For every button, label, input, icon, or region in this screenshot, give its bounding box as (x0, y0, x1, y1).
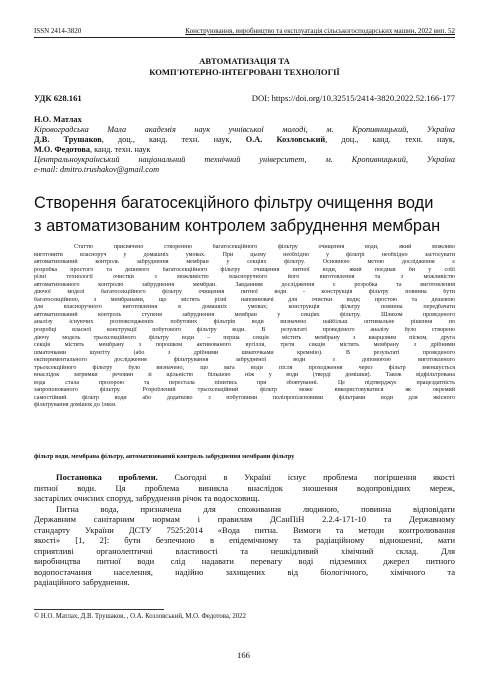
abstract-line: вода стала прозорою та перестала пінитись при збовтуванні. Це підтверджує працездатність (34, 379, 455, 386)
keywords: фільтр води, мембрана фільтру, автоматизований контроль забруднення мембрани фільтру (34, 453, 295, 460)
abstract-line: фільтрування домішок до 1мкм. (34, 402, 117, 409)
running-header (34, 26, 455, 36)
abstract-line: багатосекційною, з мембранами, що містять різні наповнювачі для очистки води; простою та дешевою (34, 296, 455, 303)
section-heading-line-1: АВТОМАТИЗАЦІЯ ТА (199, 56, 290, 66)
abstract-line: виготовити власноруч у домашніх умовах. При цьому необхідно у фільтрі необхідно застосувати (34, 251, 455, 258)
body-line: питної води. Ця проблема виникла внаслідок зношення водопровідних мереж, (34, 482, 455, 493)
abstract-line: автоматизований контроль забруднення мембран у секціях фільтру. Основною метою дослідження є (34, 259, 455, 266)
affiliation: Кіровоградська Мала академія наук учнівської молоді, м. Кропивницький, Україна (34, 125, 455, 134)
abstract-line: Статтю присвячено створенню багатосекційного фільтру очищення води, який можливо (74, 244, 455, 250)
title-line: Створення багатосекційного фільтру очищення води (34, 194, 434, 212)
author-name: Н.О. Матлах (34, 115, 82, 124)
problem-statement-heading: Постановка проблеми. (56, 472, 158, 482)
author-degree: , доц., канд. техн. наук, (325, 135, 455, 144)
body-line: водопостачання населення, надійно захищених від біологічного, хімічного та (34, 566, 455, 577)
body-line: стандарту України ДСТУ 7525:2014 «Вода питна. Вимоги та методи контролювання (34, 524, 455, 535)
abstract-line: автоматизований контроль ступеня забруднення мембран у секціях фільтру. Шляхом проведеного (34, 311, 455, 318)
abstract-line: шматочками шунгіту (або з дрібними шматочками кремнію). В результаті проведеного (34, 349, 455, 356)
abstract-line: внаслідок затримки речовин зі щільністю більшою ніж у води (тверді домішки). Також відфільтрована (34, 372, 455, 379)
abstract (34, 244, 455, 410)
header-divider (34, 37, 455, 38)
author-name: О.А. Козловський (245, 135, 326, 144)
body-text (34, 472, 455, 588)
abstract-line: запропонованого фільтру. Розроблений трьохсекційний фільтр можe використовуватися як окремий (34, 387, 455, 394)
body-text-run: Сьогодні в Україні існує проблема погіршення якості (157, 472, 455, 482)
copyright-footnote: © Н.О. Матлах, Д.В. Трушаков, , О.А. Козловський, М.О. Федотова, 2022 (34, 613, 246, 620)
abstract-line: секція містить мембрану з порошком активованого вугілля, третя секція містить мембрану з дрібними (34, 342, 455, 349)
author-email[interactable]: e-mail: dmitro.trushakov@gmail.com (34, 165, 160, 174)
title-line: з автоматизованим контролем забруднення мембран (34, 217, 441, 235)
abstract-line: розробці власної конструкції побутового фільтру води. В результаті проведеного аналізу було створено (34, 327, 455, 334)
abstract-line: діючої моделі багатосекційного фільтру очищення питної води - конструкція фільтру повинна бути (34, 289, 455, 296)
body-line (34, 472, 455, 483)
body-line: застарілих очисних споруд, забруднення річок та водосховищ. (34, 493, 260, 504)
authors-block (34, 115, 455, 175)
footnote-divider (34, 609, 164, 610)
article-title (34, 192, 455, 238)
abstract-line: самостійний фільтр води або додатково з побутовими поліпропіленовими фільтрами води для якісного (34, 394, 455, 401)
page-number: 166 (237, 650, 250, 660)
abstract-line: діючу модель трьохсекційного фільтру води – перша секція містить мембрану з кварцовим піском, друга (34, 334, 455, 341)
abstract-line: автоматизованого контролю забруднення мембран. Завданням дослідження є розробка та виготовлення (34, 281, 455, 288)
author-degree: , доц., канд. техн. наук, (101, 135, 246, 144)
author-degree: , канд. техн. наук (89, 145, 151, 154)
author-name: М.О. Федотова (34, 145, 90, 154)
doi-link[interactable]: DOI: https://doi.org/10.32515/2414-3820.2022.52.166-177 (251, 93, 455, 103)
author-name: Д.В. Трушаков (34, 135, 102, 144)
abstract-line: трьохсекційного фільтру було визначено, що вага води після проходження через фільтр зменшується (34, 364, 455, 371)
udc-code: УДК 628.161 (34, 93, 82, 103)
journal-title: Конструювання, виробництво та експлуатація сільськогосподарських машин, 2022 вип. 52 (185, 27, 455, 35)
affiliation: Центральноукраїнський національний технічний університет, м. Кропивницький, Україна (34, 155, 455, 164)
abstract-line: аналізу існуючих розповсюджених побутових фільтрів води визначено найбільш оптимальне рішення по (34, 319, 455, 326)
abstract-line: різні технології очистки з можливістю власноручного його виготовлення та з можливістю (34, 274, 455, 281)
issn-label: ISSN 2414-3820 (34, 27, 82, 35)
section-heading-line-2: КОМП'ЮТЕРНО-ІНТЕГРОВАНІ ТЕХНОЛОГІЇ (149, 67, 340, 77)
body-line: Питна вода, призначена для споживання людиною, повинна відповідати (56, 503, 455, 514)
body-line: Державним санітарним нормам і правилам ДСанПіН 2.2.4-171-10 та Державному (34, 514, 455, 525)
abstract-line: розробка простого та дешевого багатосекційного фільтру очищення питної води, який поєднав би у собі (34, 266, 455, 273)
body-line: радіаційного забруднення. (34, 577, 130, 588)
body-line: сприятливі органолептичні властивості та нешкідливий хімічний склад. Для (34, 545, 455, 556)
abstract-line: експериментального дослідження фільтрування забрудненої води з допомогою виготовленого (34, 357, 455, 364)
body-line: виробництва питної води слід надавати перевагу воді підземних джерел питного (34, 556, 455, 567)
abstract-line: для власноручного виготовлення в домашніх умовах; конструкція фільтру повинна передбачати (34, 304, 455, 311)
body-line: якості» [1, 2]: бути безпечною в епідемічному та радіаційному відношенні, мати (34, 535, 455, 546)
